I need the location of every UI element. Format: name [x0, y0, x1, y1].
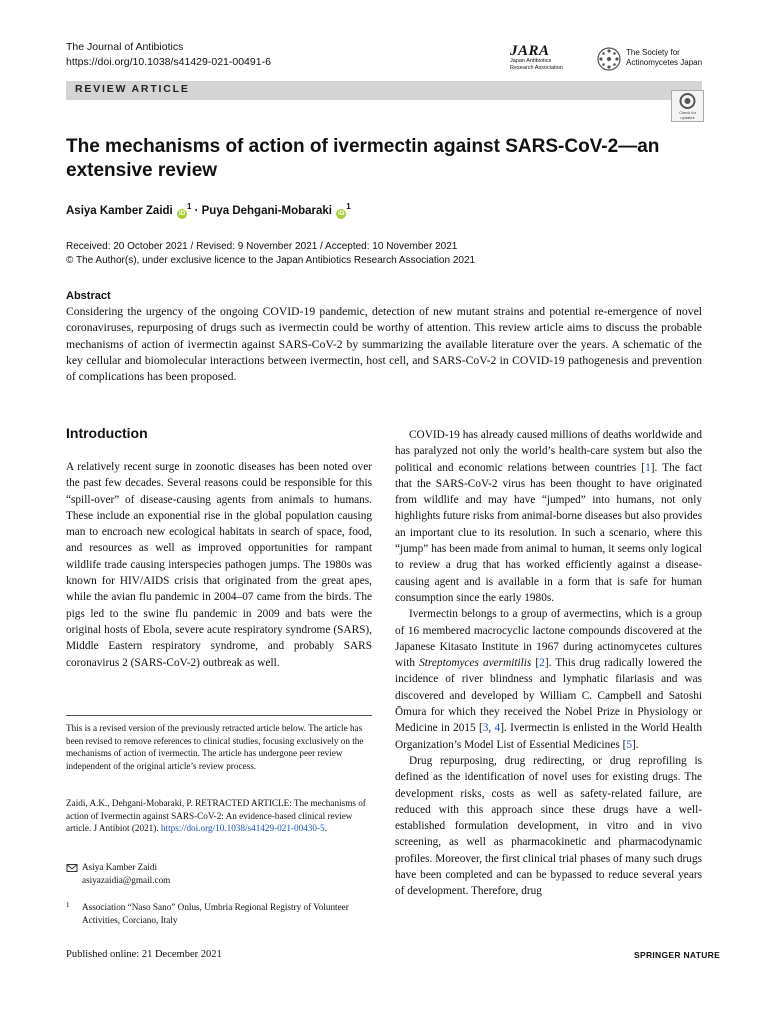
correspondence-email[interactable]: asiyazaidia@gmail.com [82, 874, 171, 885]
paragraph-text: ]. This drug radically lowered the incidence of river blindness and lymphatic filariasis and was discovered and developed by William C. Campbell and Satoshi Ōmura for which they received the Nobel Prize in Physiology or Medicine in 2015 [ [395, 657, 702, 735]
affiliation-number: 1 [66, 901, 70, 909]
retracted-citation [66, 797, 372, 835]
article-type-banner [66, 81, 702, 100]
jara-logo-name: JARA [510, 43, 550, 59]
footnote-divider [66, 715, 372, 716]
paragraph-text: ]. Ivermectin is enlisted in the World Health Organization’s Model List of Essential Medicines [ [395, 722, 702, 751]
retracted-doi-link[interactable]: https://doi.org/10.1038/s41429-021-00430-5 [160, 823, 325, 834]
revision-note: This is a revised version of the previously retracted article below. The article has been revised to remove references to clinical studies, focusing exclusively on the mechanisms of action of ivermectin. The article has undergone peer review independent of the original article’s review process. [66, 723, 364, 771]
article-type-label: REVIEW ARTICLE [75, 83, 190, 95]
correspondence-name: Asiya Kamber Zaidi [82, 862, 158, 872]
paragraph-text: ]. The fact that the SARS-CoV-2 virus has been thought to have originated from wildlife and may have “jumped” into humans, not only highlights future risks from animal-borne diseases but also provides an important clue to its resolution. In such a scenario, where this “jump” has been made from animal to human, it seems only logical to review a drug that has worked efficiently against a disease-causing agent and is available in a form that is safe for human consumption since the early 1980s. [395, 461, 702, 604]
author-name[interactable]: Puya Dehgani-Mobaraki [201, 204, 333, 217]
publisher-logo: SPRINGER NATURE [634, 950, 721, 960]
citation-text: Zaidi, A.K., Dehgani-Mobaraki, P. RETRACTED ARTICLE: The mechanisms of action of Ivermectin against SARS-CoV-2: An evidence-based clinical review article. J Antibiot (2021). [66, 798, 366, 834]
citation-end: . [324, 823, 327, 834]
journal-header [66, 40, 271, 70]
right-column [395, 427, 702, 900]
author-list [66, 202, 351, 219]
article-doi-link[interactable]: https://doi.org/10.1038/s41429-021-00491-6 [66, 56, 271, 68]
paragraph-text: COVID-19 has already caused millions of deaths worldwide and has paralyzed not only the world’s health-care system but also the political and economic relations between countries [ [395, 429, 702, 474]
check-for-updates-button[interactable] [671, 90, 704, 122]
abstract-heading: Abstract [66, 290, 111, 302]
copyright-line: © The Author(s), under exclusive licence to the Japan Antibiotics Research Association 2021 [66, 255, 476, 266]
reference-link[interactable]: 4 [494, 722, 501, 735]
intro-paragraph: Drug repurposing, drug redirecting, or drug reprofiling is defined as the identification of novel uses for existing drugs. The development risks, costs as well as safety-related failure, are reduced with this approach since these drugs have a well-established formulation development, in vitro and in vivo screening, as well as pharmacokinetic and pharmacodynamic profiles. Moreover, the first clinical trial phases of many such drugs have been completed and can be bypassed to reduce several years of development. Therefore, drug [395, 754, 702, 898]
reference-link[interactable]: 1 [645, 461, 651, 474]
reference-link[interactable]: 3 [482, 722, 489, 735]
society-logo-line2: Actinomycetes Japan [626, 58, 703, 67]
intro-paragraph [395, 427, 702, 606]
jara-logo-line2: Research Association [510, 64, 563, 71]
check-updates-icon [672, 91, 703, 111]
author-affiliation-marker: 1 [186, 202, 192, 211]
check-updates-line2: updates [680, 114, 695, 120]
species-name: Streptomyces avermitilis [419, 657, 532, 670]
orcid-icon[interactable]: iD [178, 209, 186, 217]
left-column [66, 459, 372, 671]
reference-separator: , [488, 722, 495, 735]
jara-logo [510, 44, 563, 71]
published-date: Published online: 21 December 2021 [66, 949, 222, 960]
society-logo [596, 46, 703, 77]
correspondence [66, 861, 372, 886]
orcid-icon[interactable]: iD [337, 209, 345, 217]
check-updates-line1: Check for [678, 110, 697, 115]
society-logo-line1: The Society for [626, 48, 680, 57]
article-dates: Received: 20 October 2021 / Revised: 9 November 2021 / Accepted: 10 November 2021 [66, 241, 458, 252]
reference-link[interactable]: 5 [626, 738, 632, 751]
affiliation [66, 901, 372, 926]
paragraph-text: ]. [632, 738, 639, 751]
envelope-icon [66, 862, 78, 874]
paragraph-text: Ivermectin belongs to a group of avermectins, which is a group of 16 membered macrocyclic lactone compounds discovered at the Japanese Kitasato Institute in 1967 during actinomycetes cultures with [395, 608, 702, 670]
jara-logo-line1: Japan Antibiotics [510, 58, 552, 64]
introduction-heading: Introduction [66, 425, 148, 441]
affiliation-text: Association “Naso Sano” Onlus, Umbria Regional Registry of Volunteer Activities, Corciano, Italy [82, 902, 349, 925]
intro-paragraph [395, 606, 702, 753]
journal-name: The Journal of Antibiotics [66, 41, 184, 53]
author-separator: · [194, 204, 199, 217]
author-name[interactable]: Asiya Kamber Zaidi [66, 204, 173, 217]
abstract-text: Considering the urgency of the ongoing COVID-19 pandemic, detection of new mutant strains and potential re-emergence of novel coronaviruses, repurposing of drugs such as ivermectin could be worthy of attention. This review article aims to discuss the probable mechanisms of action of ivermectin against SARS-CoV-2 by summarizing the available literature over the years. A schematic of the key cellular and biomolecular interactions between ivermectin, host cell, and SARS-CoV-2 in COVID-19 pathogenesis and prevention of complications has been proposed. [66, 305, 702, 384]
article-title: The mechanisms of action of ivermectin against SARS-CoV-2—an extensive review [66, 136, 660, 181]
paragraph-text: [ [531, 657, 540, 670]
reference-link[interactable]: 2 [539, 657, 545, 670]
author-affiliation-marker: 1 [346, 202, 351, 211]
society-emblem-icon [596, 46, 622, 72]
intro-paragraph: A relatively recent surge in zoonotic diseases has been noted over the past few decades. Several reasons could be responsible for this “spill-over” of disease-causing agents from animals to humans. These include an exponential rise in the global population causing man to encroach new ecological habitats in search of space, food, and resources as well as improved opportunities for rampant wildlife trade causing interspecies pathogen jumps. The 1980s was known for HIV/AIDS crisis that originated from the great apes, while the avian flu pandemic in 2004–07 came from the birds. The pigs led to the swine flu pandemic in 2009 and bats were the original hosts of Ebola, severe acute respiratory syndrome (SARS), Middle Eastern respiratory syndrome, and probably SARS coronavirus 2 (SARS-CoV-2) outbreak as well. [66, 461, 372, 669]
article-history [66, 240, 475, 268]
